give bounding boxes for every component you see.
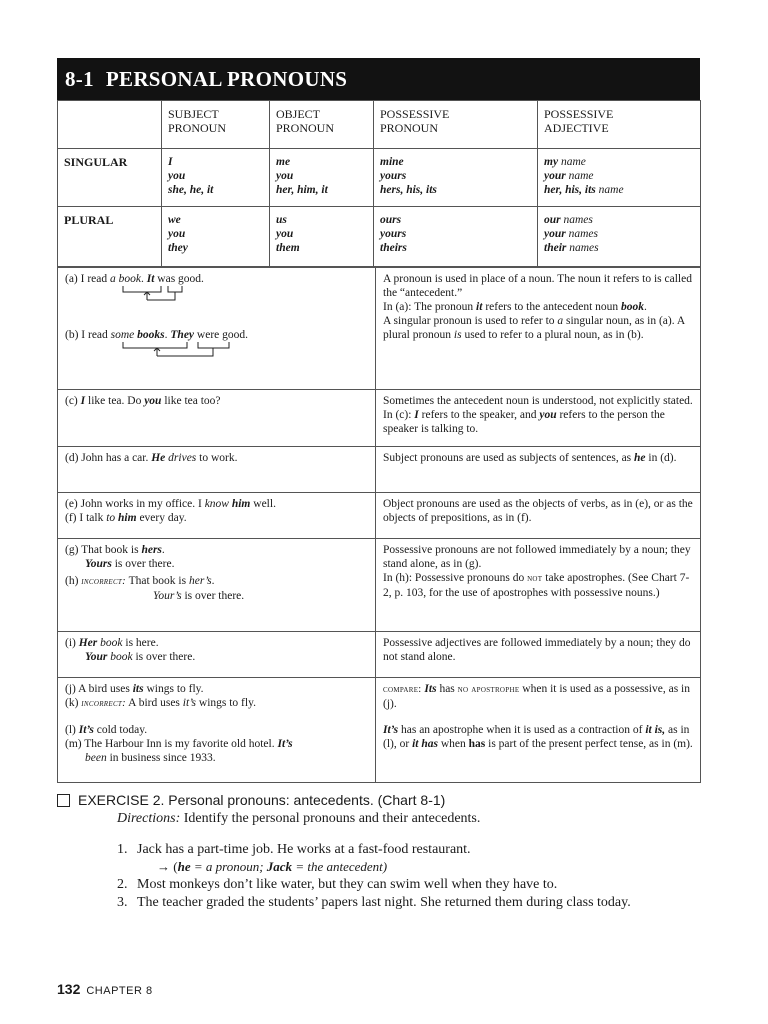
example-a: (a) I read a book. It was good.	[65, 273, 204, 285]
explanation-ef: Object pronouns are used as the objects of verbs, as in (e), or as the objects of prepositions, as in (f).	[376, 493, 701, 539]
example-m: (m) The Harbour Inn is my favorite old hotel. It’s	[65, 738, 293, 750]
example-k: (k) incorrect: A bird uses it’s wings to fly.	[65, 697, 256, 709]
example-h: (h) incorrect: That book is her’s.	[65, 575, 215, 587]
example-l: (l) It’s cold today.	[65, 724, 148, 736]
example-ef	[58, 493, 376, 539]
plural-possessive-pronoun: ours yours theirs	[374, 207, 538, 267]
antecedent-arrow-b	[65, 342, 369, 362]
chapter-label: CHAPTER 8	[86, 985, 153, 997]
plural-label: PLURAL	[58, 207, 162, 267]
example-answer: → (he = a pronoun; Jack = the antecedent)	[157, 859, 388, 874]
page-number: 132	[57, 981, 81, 997]
example-row-ef	[58, 493, 701, 539]
checkbox-icon[interactable]	[57, 794, 70, 807]
exercise-item-3: 3. The teacher graded the students’ papers last night. She returned them during class today.	[117, 895, 631, 910]
exercise-section	[57, 792, 700, 912]
chart-title: PERSONAL PRONOUNS	[105, 66, 348, 91]
example-jm: (j) A bird uses its wings to fly. (k) incorrect: A bird uses it’s wings to fly. (l) It’s cold today. (m) The Harbour Inn is my favorite old hotel. It’s been in business since 1933.	[58, 678, 376, 783]
plural-subject: we you they	[162, 207, 270, 267]
explanation-ab: A pronoun is used in place of a noun. The noun it refers to is called the “antecedent.” In (a): The pronoun it refers to the antecedent noun book. A singular pronoun is used to refer to a singular noun, as in (a). A plural pronoun is used to refer to a plural noun, as in (b).	[376, 268, 701, 390]
header-possessive-pronoun: POSSESSIVE PRONOUN	[374, 101, 538, 149]
header-object: OBJECT PRONOUN	[270, 101, 374, 149]
exercise-title: EXERCISE 2. Personal pronouns: antecedents. (Chart 8-1)	[78, 792, 446, 808]
explanation-gh: Possessive pronouns are not followed immediately by a noun; they stand alone, as in (g). In (h): Possessive pronouns do not take apostrophes. (See Chart 7-2, p. 103, for the use of apostrophes with possessive nouns.)	[376, 539, 701, 632]
example-g: (g) That book is hers.	[65, 544, 165, 556]
example-row-jm	[58, 678, 701, 783]
page-footer	[57, 981, 153, 997]
singular-subject: I you she, he, it	[162, 149, 270, 207]
example-row-d	[58, 447, 701, 493]
plural-object: us you them	[270, 207, 374, 267]
antecedent-arrow-a	[65, 286, 369, 306]
example-gh: (g) That book is hers. Yours is over there. (h) incorrect: That book is her’s. Your’s is over there.	[58, 539, 376, 632]
grammar-chart	[57, 58, 700, 783]
example-e: (e) John works in my office. I know him well.	[65, 498, 276, 510]
example-c: (c) I like tea. Do you like tea too?	[58, 390, 376, 447]
example-b: (b) I read some books. They were good.	[65, 329, 249, 341]
header-subject: SUBJECT PRONOUN	[162, 101, 270, 149]
explanation-c: Sometimes the antecedent noun is understood, not explicitly stated. In (c): I refers to the speaker, and you refers to the person the speaker is talking to.	[376, 390, 701, 447]
pronoun-table	[57, 100, 701, 267]
singular-row	[58, 149, 701, 207]
exercise-directions: Directions: Identify the personal pronouns and their antecedents.	[117, 811, 481, 826]
singular-possessive-pronoun: mine yours hers, his, its	[374, 149, 538, 207]
singular-label: SINGULAR	[58, 149, 162, 207]
pronoun-table-header	[58, 101, 701, 149]
example-f: (f) I talk to him every day.	[65, 512, 187, 524]
example-i: (i) Her book is here. Your book is over there.	[58, 632, 376, 678]
chart-number: 8-1	[65, 66, 94, 91]
example-row-gh	[58, 539, 701, 632]
plural-row	[58, 207, 701, 267]
exercise-heading	[57, 792, 700, 808]
chart-title-bar	[57, 58, 700, 100]
explanation-i: Possessive adjectives are followed immediately by a noun; they do not stand alone.	[376, 632, 701, 678]
header-blank	[58, 101, 162, 149]
example-row-ab	[58, 268, 701, 390]
exercise-items	[117, 841, 700, 911]
example-row-i	[58, 632, 701, 678]
explanation-d: Subject pronouns are used as subjects of sentences, as he in (d).	[376, 447, 701, 493]
header-possessive-adjective: POSSESSIVE ADJECTIVE	[538, 101, 701, 149]
example-j: (j) A bird uses its wings to fly.	[65, 683, 204, 695]
exercise-item-1: 1. Jack has a part-time job. He works at a fast-food restaurant. → (he = a pronoun; Jack = the antecedent)	[117, 841, 700, 875]
examples-table	[57, 267, 701, 783]
explanation-jm: compare: Its has no apostrophe when it is used as a possessive, as in (j). It’s has an apostrophe when it is used as a contraction of it is, as in (l), or it has when has is part of the present perfect tense, as in (m).	[376, 678, 701, 783]
exercise-item-2: 2. Most monkeys don’t like water, but they can swim well when they have to.	[117, 877, 558, 892]
singular-possessive-adjective: my name your name her, his, its name	[538, 149, 701, 207]
plural-possessive-adjective: our names your names their names	[538, 207, 701, 267]
example-d: (d) John has a car. He drives to work.	[58, 447, 376, 493]
example-ab	[58, 268, 376, 390]
example-row-c	[58, 390, 701, 447]
singular-object: me you her, him, it	[270, 149, 374, 207]
